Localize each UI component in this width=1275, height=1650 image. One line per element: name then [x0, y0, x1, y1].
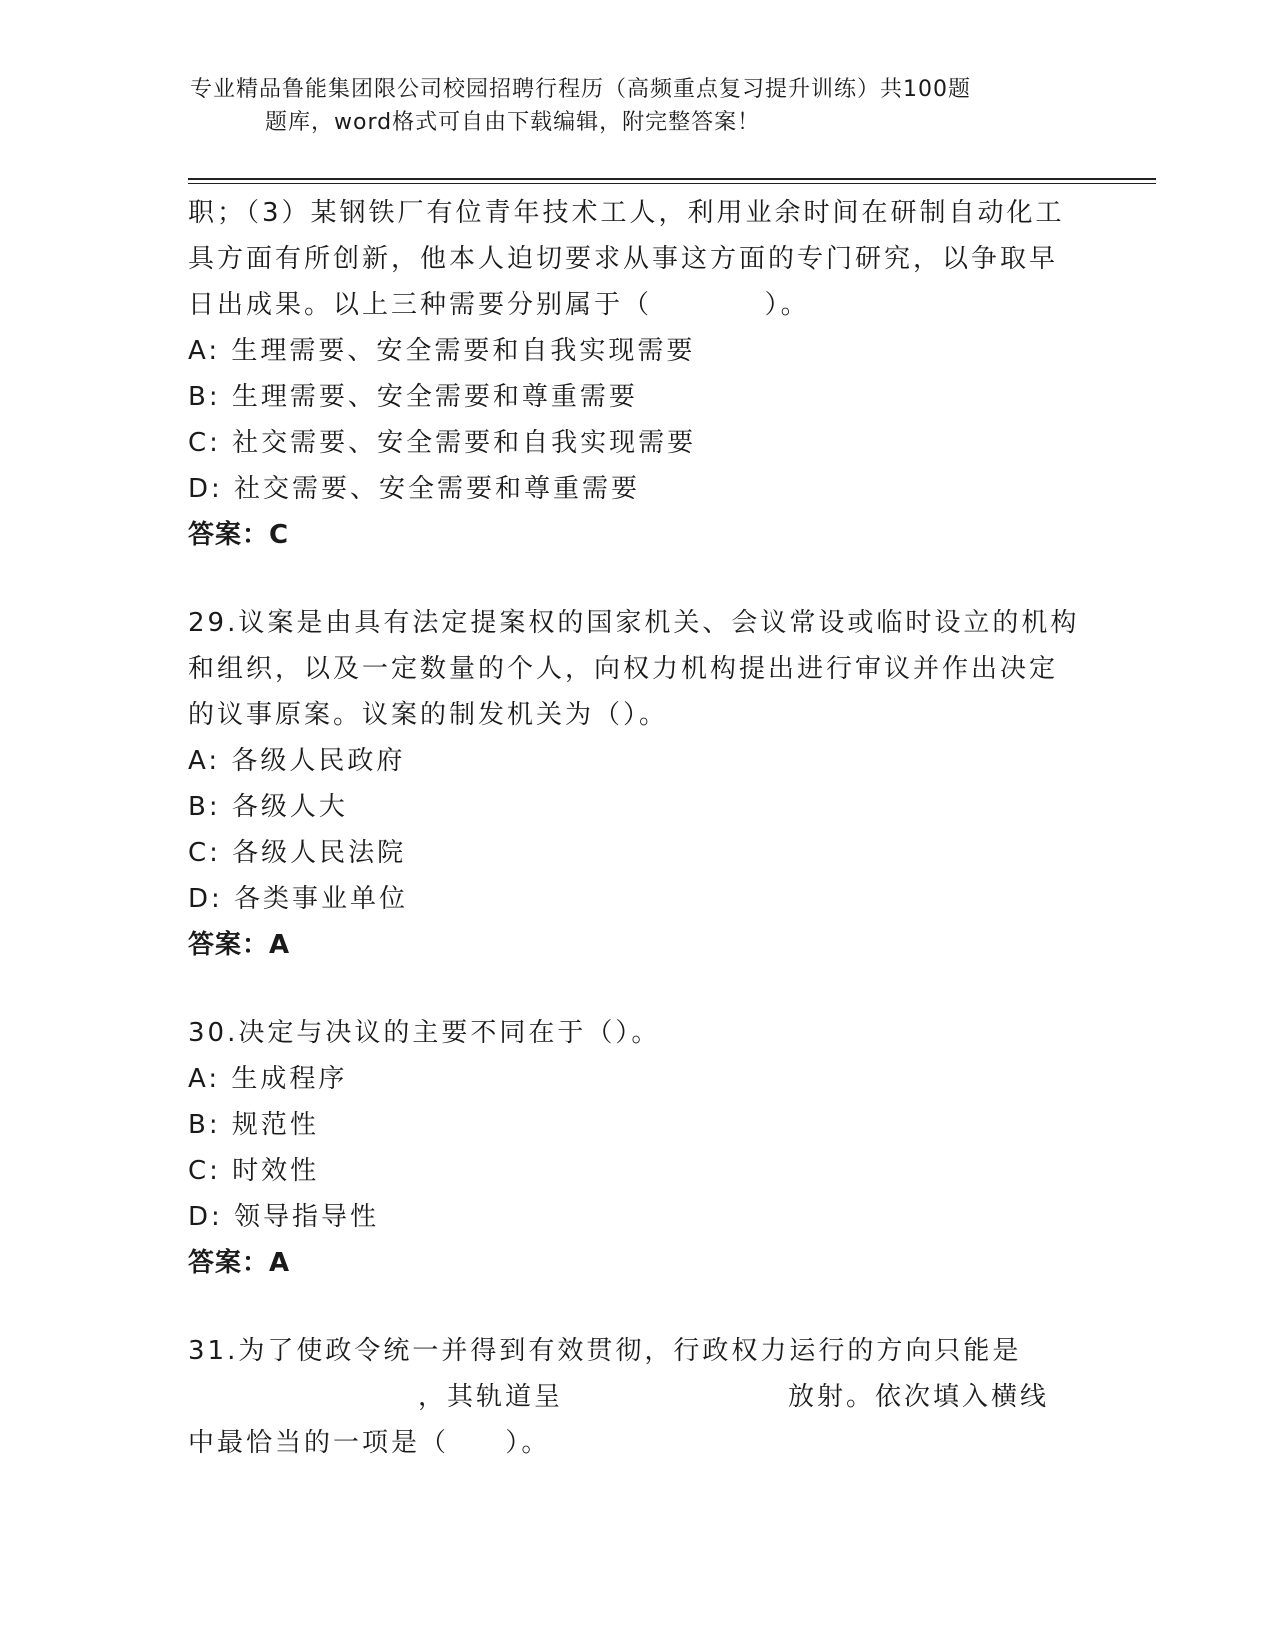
question-text-segment: 放射。依次填入横线: [788, 1382, 1050, 1412]
question-text-line: 的议事原案。议案的制发机关为（）。: [188, 700, 669, 730]
option-c: C: 各级人民法院: [188, 838, 407, 868]
option-d: D: 各类事业单位: [188, 884, 409, 914]
header-divider-thin: [188, 183, 1156, 184]
option-b: B: 规范性: [188, 1110, 319, 1140]
question-text-line: 日出成果。以上三种需要分别属于（ ）。: [188, 290, 810, 320]
spacer: [188, 558, 1088, 600]
option-d: D: 社交需要、安全需要和尊重需要: [188, 474, 641, 504]
question-text-line: 29.议案是由具有法定提案权的国家机关、会议常设或临时设立的机构: [188, 608, 1080, 638]
option-c: C: 社交需要、安全需要和自我实现需要: [188, 428, 697, 458]
header-title-line-1: 专业精品鲁能集团限公司校园招聘行程历（高频重点复习提升训练）共100题: [190, 77, 971, 102]
document-header: [190, 73, 1070, 139]
document-body: [188, 190, 1088, 1466]
question-text-line: 职；（3）某钢铁厂有位青年技术工人，利用业余时间在研制自动化工: [188, 198, 1065, 228]
option-a: A: 各级人民政府: [188, 746, 406, 776]
answer-line: 答案：A: [188, 1248, 291, 1278]
question-text-line: [188, 1374, 1088, 1420]
answer-line: 答案：A: [188, 930, 291, 960]
question-30: [188, 1010, 1088, 1286]
header-title-line-2: 题库，word格式可自由下载编辑，附完整答案！: [265, 110, 761, 135]
spacer: [188, 968, 1088, 1010]
question-text-segment: ，其轨道呈: [418, 1382, 564, 1412]
question-text-line: 具方面有所创新，他本人迫切要求从事这方面的专门研究，以争取早: [188, 244, 1059, 274]
option-a: A: 生成程序: [188, 1064, 348, 1094]
option-c: C: 时效性: [188, 1156, 320, 1186]
question-text-line: 30.决定与决议的主要不同在于（）。: [188, 1018, 661, 1048]
answer-line: 答案：C: [188, 520, 290, 550]
question-text-line: 中最恰当的一项是（ ）。: [188, 1428, 551, 1458]
spacer: [188, 1286, 1088, 1328]
question-28-continued: [188, 190, 1088, 558]
question-text-line: 和组织，以及一定数量的个人，向权力机构提出进行审议并作出决定: [188, 654, 1059, 684]
question-31: [188, 1328, 1088, 1466]
question-29: [188, 600, 1088, 968]
header-divider-thick: [188, 178, 1156, 180]
option-b: B: 生理需要、安全需要和尊重需要: [188, 382, 638, 412]
option-a: A: 生理需要、安全需要和自我实现需要: [188, 336, 696, 366]
question-text-line: 31.为了使政令统一并得到有效贯彻，行政权力运行的方向只能是: [188, 1336, 1022, 1366]
option-b: B: 各级人大: [188, 792, 348, 822]
option-d: D: 领导指导性: [188, 1202, 380, 1232]
